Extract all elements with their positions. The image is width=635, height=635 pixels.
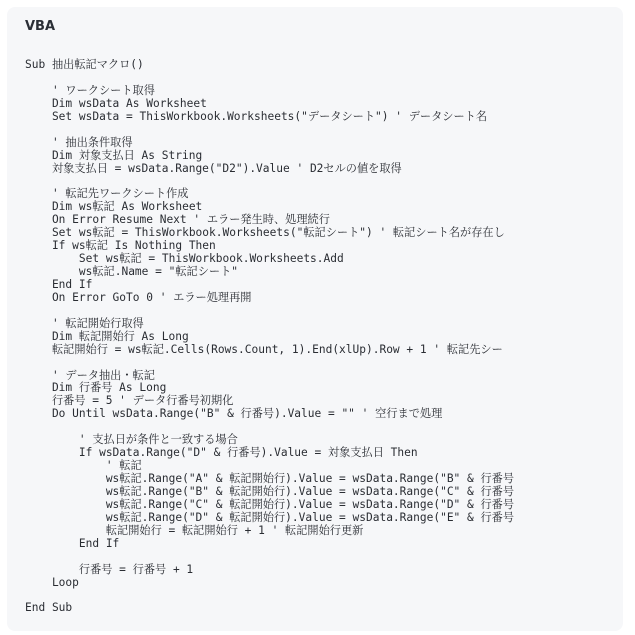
code-line: Dim 行番号 As Long: [25, 381, 167, 395]
code-line: ' ワークシート取得: [25, 83, 155, 97]
code-line: 転記開始行 = ws転記.Cells(Rows.Count, 1).End(xlUp).Row + 1 ' 転記先シー: [25, 342, 503, 356]
code-block: [7, 7, 623, 631]
code-line: ' 転記: [25, 459, 142, 473]
code-line: ws転記.Range("B" & 転記開始行).Value = wsData.Range("C" & 行番号: [25, 484, 515, 498]
code-line: End If: [25, 536, 120, 550]
code-line: Loop: [25, 575, 79, 589]
code-content[interactable]: [25, 59, 514, 615]
code-line: On Error GoTo 0 ' エラー処理再開: [25, 290, 252, 304]
code-line: Dim ws転記 As Worksheet: [25, 200, 203, 214]
code-line: [25, 589, 514, 602]
code-line: If ws転記 Is Nothing Then: [25, 239, 216, 253]
code-line: ' 抽出条件取得: [25, 135, 133, 149]
code-line: End Sub: [25, 601, 73, 615]
code-line: ws転記.Range("A" & 転記開始行).Value = wsData.Range("B" & 行番号: [25, 472, 515, 485]
code-line: ws転記.Range("D" & 転記開始行).Value = wsData.Range("E" & 行番号: [25, 510, 515, 524]
code-line: ' 転記先ワークシート作成: [25, 187, 189, 201]
code-line: ws転記.Name = "転記シート": [25, 265, 239, 278]
code-line: Set wsData = ThisWorkbook.Worksheets("データシート") ' データシート名: [25, 109, 488, 123]
code-line: ' 支払日が条件と一致する場合: [25, 433, 238, 447]
code-line: Dim 転記開始行 As Long: [25, 329, 189, 343]
code-line: If wsData.Range("D" & 行番号).Value = 対象支払日 Then: [25, 446, 418, 460]
code-line: Dim wsData As Worksheet: [25, 96, 207, 110]
code-line: 転記開始行 = 転記開始行 + 1 ' 転記開始行更新: [25, 523, 364, 537]
code-line: [25, 124, 514, 137]
code-line: [25, 551, 514, 564]
code-line: 対象支払日 = wsData.Range("D2").Value ' D2セルの値を取得: [25, 161, 402, 175]
code-line: Sub 抽出転記マクロ(): [25, 58, 144, 71]
code-line: [25, 357, 514, 370]
code-language-label: VBA: [25, 19, 56, 34]
code-line: Set ws転記 = ThisWorkbook.Worksheets.Add: [25, 252, 344, 266]
code-line: ' データ抽出・転記: [25, 368, 155, 382]
code-line: Set ws転記 = ThisWorkbook.Worksheets("転記シート") ' 転記シート名が存在し: [25, 226, 505, 240]
code-line: Do Until wsData.Range("B" & 行番号).Value = "" ' 空行まで処理: [25, 407, 443, 421]
code-line: [25, 305, 514, 318]
code-line: 行番号 = 5 ' データ行番号初期化: [25, 394, 234, 408]
code-line: On Error Resume Next ' エラー発生時、処理続行: [25, 213, 330, 227]
code-line: ' 転記開始行取得: [25, 316, 144, 330]
code-line: 行番号 = 行番号 + 1: [25, 562, 194, 576]
code-line: [25, 72, 514, 85]
code-line: ws転記.Range("C" & 転記開始行).Value = wsData.Range("D" & 行番号: [25, 497, 515, 511]
code-line: Dim 対象支払日 As String: [25, 148, 203, 162]
code-line: End If: [25, 277, 93, 291]
